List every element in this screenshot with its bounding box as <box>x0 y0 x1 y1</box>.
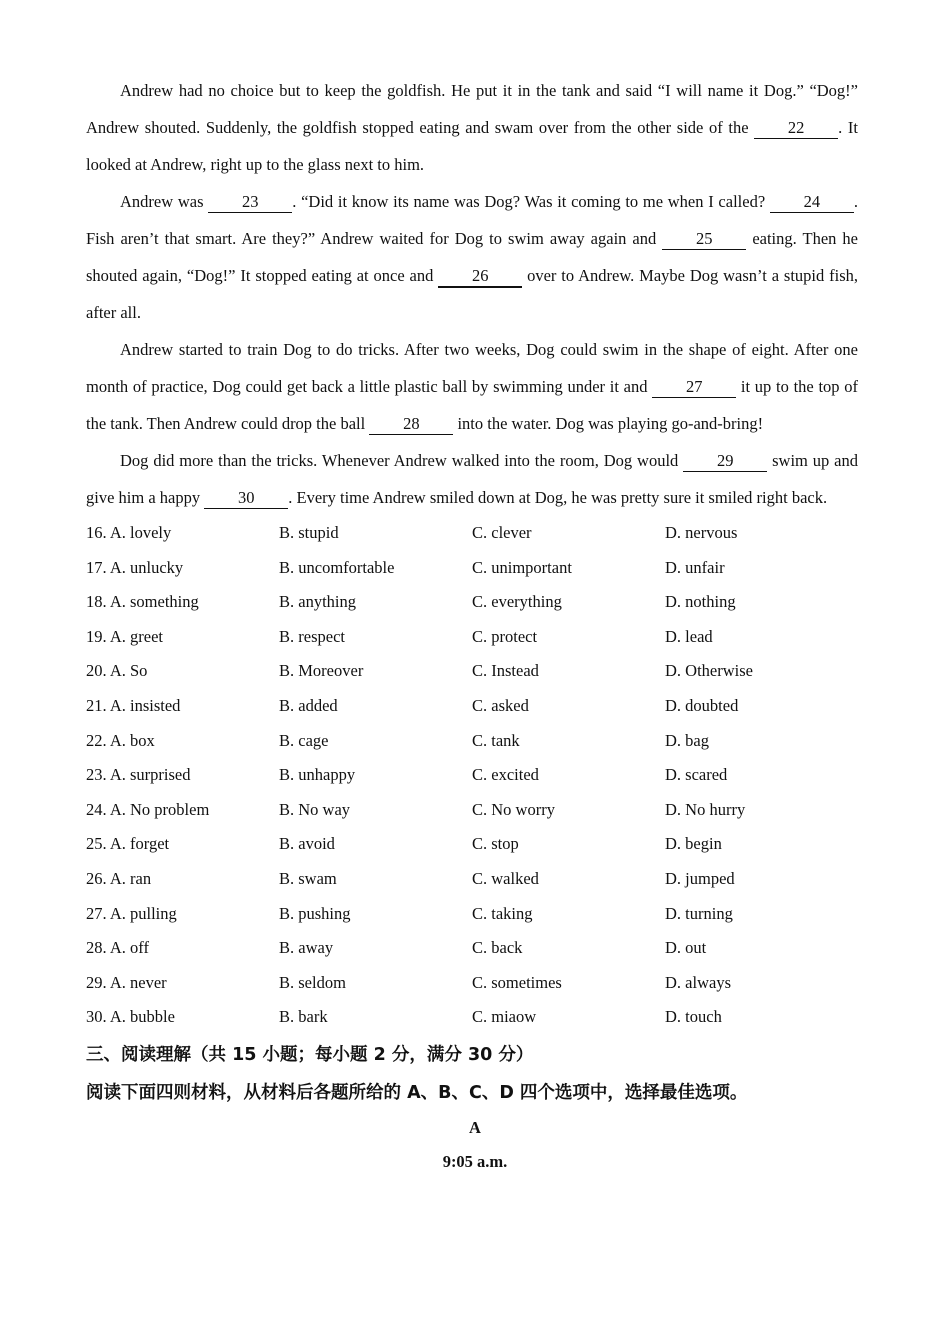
passage-text: Andrew was <box>120 192 209 211</box>
option-d: D. bag <box>665 730 709 750</box>
option-b: B. avoid <box>279 834 335 854</box>
passage-label: A <box>469 1117 481 1137</box>
blank-29: 29 <box>683 451 767 472</box>
question-21-options <box>86 689 858 724</box>
option-d: D. scared <box>665 765 728 785</box>
option-d: D. doubted <box>665 695 739 715</box>
passage-paragraph-3 <box>86 331 858 442</box>
option-a: 20. A. So <box>86 661 148 681</box>
option-d: D. jumped <box>665 868 735 888</box>
question-17-options <box>86 551 858 586</box>
option-a: 22. A. box <box>86 730 155 750</box>
option-d: D. always <box>665 972 731 992</box>
question-24-options <box>86 793 858 828</box>
option-c: C. back <box>472 938 523 958</box>
option-b: B. away <box>279 938 334 958</box>
question-30-options <box>86 1000 858 1035</box>
option-d: D. unfair <box>665 557 725 577</box>
blank-30: 30 <box>204 488 288 509</box>
option-d: D. Otherwise <box>665 661 753 681</box>
option-d: D. nervous <box>665 523 738 542</box>
passage-text: . “Did it know its name was Dog? Was it coming to me when I called? <box>292 192 770 211</box>
blank-22: 22 <box>754 118 838 139</box>
blank-27: 27 <box>652 377 736 398</box>
passage-text: it up to the top of the tank. Then Andrew could drop the ball <box>86 377 858 433</box>
blank-26: 26 <box>438 266 522 288</box>
question-18-options <box>86 585 858 620</box>
blank-23: 23 <box>208 192 292 213</box>
option-c: C. stop <box>472 834 519 854</box>
option-d: D. lead <box>665 626 713 646</box>
question-26-options <box>86 862 858 897</box>
option-b: B. stupid <box>279 523 339 542</box>
question-16-options <box>86 516 858 551</box>
time-label: 9:05 a.m. <box>442 1151 508 1171</box>
option-b: B. Moreover <box>279 661 364 681</box>
option-b: B. uncomfortable <box>279 557 395 577</box>
passage-paragraph-1 <box>86 72 858 183</box>
passage-paragraph-4 <box>86 442 858 516</box>
option-d: D. touch <box>665 1007 722 1027</box>
question-27-options <box>86 897 858 932</box>
passage-text: . Every time Andrew smiled down at Dog, he was pretty sure it smiled right back. <box>288 488 828 507</box>
option-c: C. clever <box>472 523 532 542</box>
question-25-options <box>86 827 858 862</box>
option-b: B. pushing <box>279 903 351 923</box>
option-c: C. Instead <box>472 661 539 681</box>
option-c: C. miaow <box>472 1007 537 1027</box>
option-c: C. No worry <box>472 799 555 819</box>
option-a: 18. A. something <box>86 592 199 612</box>
option-c: C. walked <box>472 868 539 888</box>
passage-text: eating. Then he shouted again, “Dog!” It stopped eating at once and <box>86 229 859 285</box>
option-d: D. begin <box>665 834 722 854</box>
exam-page <box>86 72 858 1179</box>
section-instruction: 阅读下面四则材料，从材料后各题所给的 A、B、C、D 四个选项中，选择最佳选项。 <box>86 1082 748 1103</box>
option-a: 29. A. never <box>86 972 167 992</box>
section-heading: 三、阅读理解（共 15 小题；每小题 2 分，满分 30 分） <box>86 1044 534 1065</box>
option-b: B. anything <box>279 592 356 612</box>
option-c: C. taking <box>472 903 533 923</box>
passage-text: . Fish aren’t that smart. Are they?” Andrew waited for Dog to swim away again and <box>86 192 858 248</box>
question-22-options <box>86 724 858 759</box>
passage-paragraph-2 <box>86 183 858 331</box>
option-c: C. sometimes <box>472 972 562 992</box>
option-a: 24. A. No problem <box>86 799 210 819</box>
option-a: 19. A. greet <box>86 626 163 646</box>
question-19-options <box>86 620 858 655</box>
blank-25: 25 <box>662 229 746 250</box>
option-a: 25. A. forget <box>86 834 170 854</box>
question-28-options <box>86 931 858 966</box>
passage-text: . It looked at Andrew, right up to the glass next to him. <box>86 118 858 174</box>
option-a: 30. A. bubble <box>86 1007 175 1027</box>
option-c: C. protect <box>472 626 538 646</box>
option-a: 26. A. ran <box>86 868 152 888</box>
passage-text: Dog did more than the tricks. Whenever Andrew walked into the room, Dog would <box>120 451 684 470</box>
question-29-options <box>86 966 858 1001</box>
passage-text: into the water. Dog was playing go-and-bring! <box>453 414 764 433</box>
option-a: 27. A. pulling <box>86 903 177 923</box>
option-b: B. swam <box>279 868 337 888</box>
option-d: D. nothing <box>665 592 736 612</box>
passage-text: over to Andrew. Maybe Dog wasn’t a stupid fish, after all. <box>86 266 858 322</box>
option-c: C. excited <box>472 765 539 785</box>
question-23-options <box>86 758 858 793</box>
option-b: B. bark <box>279 1007 328 1027</box>
option-c: C. tank <box>472 730 520 750</box>
option-c: C. unimportant <box>472 557 572 577</box>
option-b: B. No way <box>279 799 351 819</box>
option-c: C. asked <box>472 695 529 715</box>
question-20-options <box>86 654 858 689</box>
option-b: B. cage <box>279 730 329 750</box>
blank-28: 28 <box>369 414 453 435</box>
passage-text: Andrew started to train Dog to do tricks. After two weeks, Dog could swim in the shape of eight. After one month of practice, Dog could get back a little plastic ball by swimming under it and <box>86 340 858 396</box>
option-d: D. turning <box>665 903 733 923</box>
option-b: B. unhappy <box>279 765 356 785</box>
answer-options <box>86 516 858 1035</box>
option-c: C. everything <box>472 592 562 612</box>
option-a: 28. A. off <box>86 938 149 958</box>
option-d: D. No hurry <box>665 799 746 819</box>
option-b: B. added <box>279 695 338 715</box>
blank-24: 24 <box>770 192 854 213</box>
option-b: B. seldom <box>279 972 346 992</box>
option-a: 17. A. unlucky <box>86 557 184 577</box>
option-a: 23. A. surprised <box>86 765 191 785</box>
passage-text: swim up and give him a happy <box>86 451 858 507</box>
option-a: 16. A. lovely <box>86 523 172 542</box>
passage-text: Andrew had no choice but to keep the goldfish. He put it in the tank and said “I will name it Dog.” “Dog!” Andrew shouted. Suddenly, the goldfish stopped eating and swam over from the other side of the <box>86 81 858 137</box>
option-d: D. out <box>665 938 707 958</box>
option-a: 21. A. insisted <box>86 695 181 715</box>
option-b: B. respect <box>279 626 345 646</box>
